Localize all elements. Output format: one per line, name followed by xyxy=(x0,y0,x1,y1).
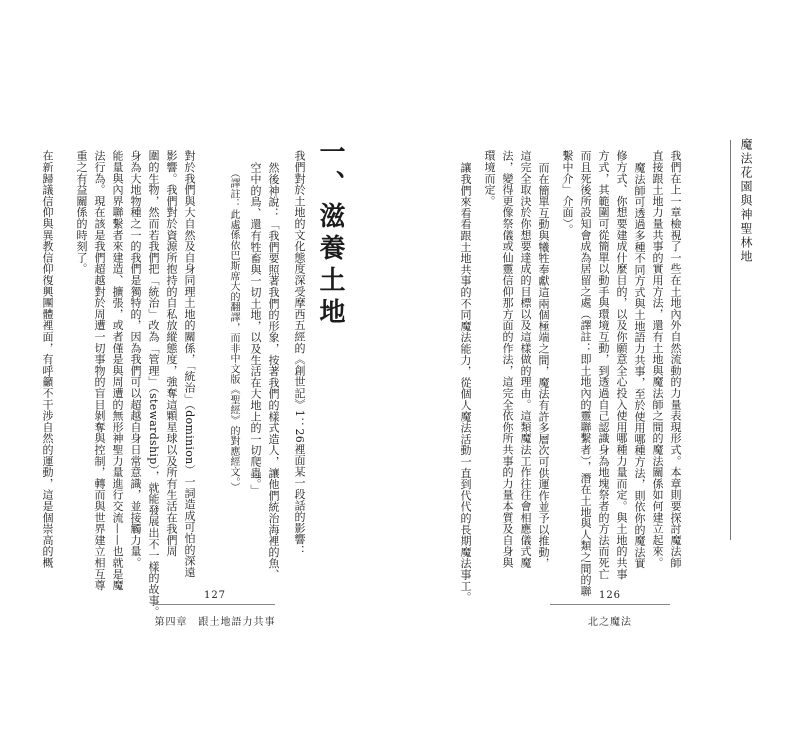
folio-ornament xyxy=(145,601,285,607)
body-text-column: 法，變得更像祭儀或仙靈信仰那方面的作法，這完全依你所共事的力量本質及自身與 xyxy=(501,150,514,569)
body-text-column: 方式，其範圍可從簡單以動手與環境互動，到透過自己認識身為地塊祭者的方法而死亡 xyxy=(597,150,610,580)
body-text-column: 我們在上一章檢視了一些在土地內外自然流動的力量表現形式。本章則要探討魔法師 xyxy=(669,150,682,569)
body-text-column: 身為大地物種之一的我們是獨特的，因為我們可以超越自身日常意識，並接觸力量。 xyxy=(129,150,142,569)
body-text-column: 環境而定。 xyxy=(483,150,496,207)
body-text-column: 我們對於土地的文化態度深受摩西五經的《創世記》1：26裡面某一段話的影響： xyxy=(293,150,306,557)
body-text-column: 修方式、你想要建成什麼目的，以及你願意全心投入使用哪種力量而定。與土地的共事 xyxy=(615,150,628,580)
body-text-column: 影響。我們對於資源所抱持的自私放縱態度，強奪這顆星球以及所有生活在我們周 xyxy=(165,150,178,557)
body-text-column: 直接跟土地力量共事的實用方法，還有土地與魔法師之間的魔法關係如何建立起來。 xyxy=(651,150,664,569)
body-text-column: 對於我們與大自然及自身同理土地的關係，「統治」（dominion）一詞造成可怕的深遠 xyxy=(183,150,196,578)
body-text-column: 而在簡單互動與犧牲奉獻這兩個極端之間，魔法有許多層次可供運作並予以推動， xyxy=(537,162,550,569)
body-text-column: 重之有益關係的時刻了。 xyxy=(75,150,88,275)
book-footer-label: 北之魔法 xyxy=(588,617,632,628)
body-text-column: 在新歸議信仰與異教信仰復興團體裡面，有呼籲不干涉自然的運動，這是個崇高的概 xyxy=(41,150,54,569)
folio-left xyxy=(145,590,285,628)
quote-text-column: 然後神說：「我們要照著我們的形象，按著我們的樣式造人，讓他們統治海裡的魚、 xyxy=(267,162,280,581)
body-text-column: 讓我們來看看跟土地共事的不同魔法能力，從個人魔法活動一直到代代的長期魔法事工。 xyxy=(459,162,472,603)
body-text-column: 而且死後所設知會成為居留之處（譯註：即土地內的靈聯繫者），潛在土地與人類之間的聯 xyxy=(579,150,592,597)
page-number: 127 xyxy=(203,590,227,601)
body-text-column: 能量與內界聯繫者來建造、擴張，或者僅是與周遭的無形神聖力量進行交流——也就是魔 xyxy=(111,150,124,591)
body-text-column: 這完全取決於你想要達成的目標以及這樣做的理由。這類魔法工作往往會相應儀式魔 xyxy=(519,150,532,569)
chapter-footer-label: 第四章 跟土地語力共事 xyxy=(154,617,276,628)
right-page xyxy=(410,120,770,630)
quote-text-column: 空中的鳥、還有牲畜與一切土地，以及生活在大地上的一切爬蟲。」 xyxy=(249,162,262,496)
body-text-column: 法行為。現在該是我們超越對於周遭一切事物的盲目剝奪與控制，轉而與世界建立相互尊 xyxy=(93,150,106,591)
body-text-column: 繫中介」介面）。 xyxy=(561,150,574,235)
folio-ornament xyxy=(540,601,680,607)
running-title: 魔法花園與神聖林地 xyxy=(739,138,753,264)
folio-right xyxy=(540,590,680,628)
translator-note-column: （譯註：此處係依巴斯席大的翻譯，而非中文版《聖經》的對應經文。） xyxy=(228,168,239,493)
section-heading: 一、滋養土地 xyxy=(315,138,345,330)
body-text-column: 魔法師可透過多種不同方式與土地語力共事，至於使用哪種方法，則依你的魔法實 xyxy=(633,162,646,569)
page-number: 126 xyxy=(598,590,622,601)
body-text-column: 圍的生物，然而若我們把「統治」改為「管理」（stewardship），就能發展出不一樣的故事。 xyxy=(147,150,160,618)
